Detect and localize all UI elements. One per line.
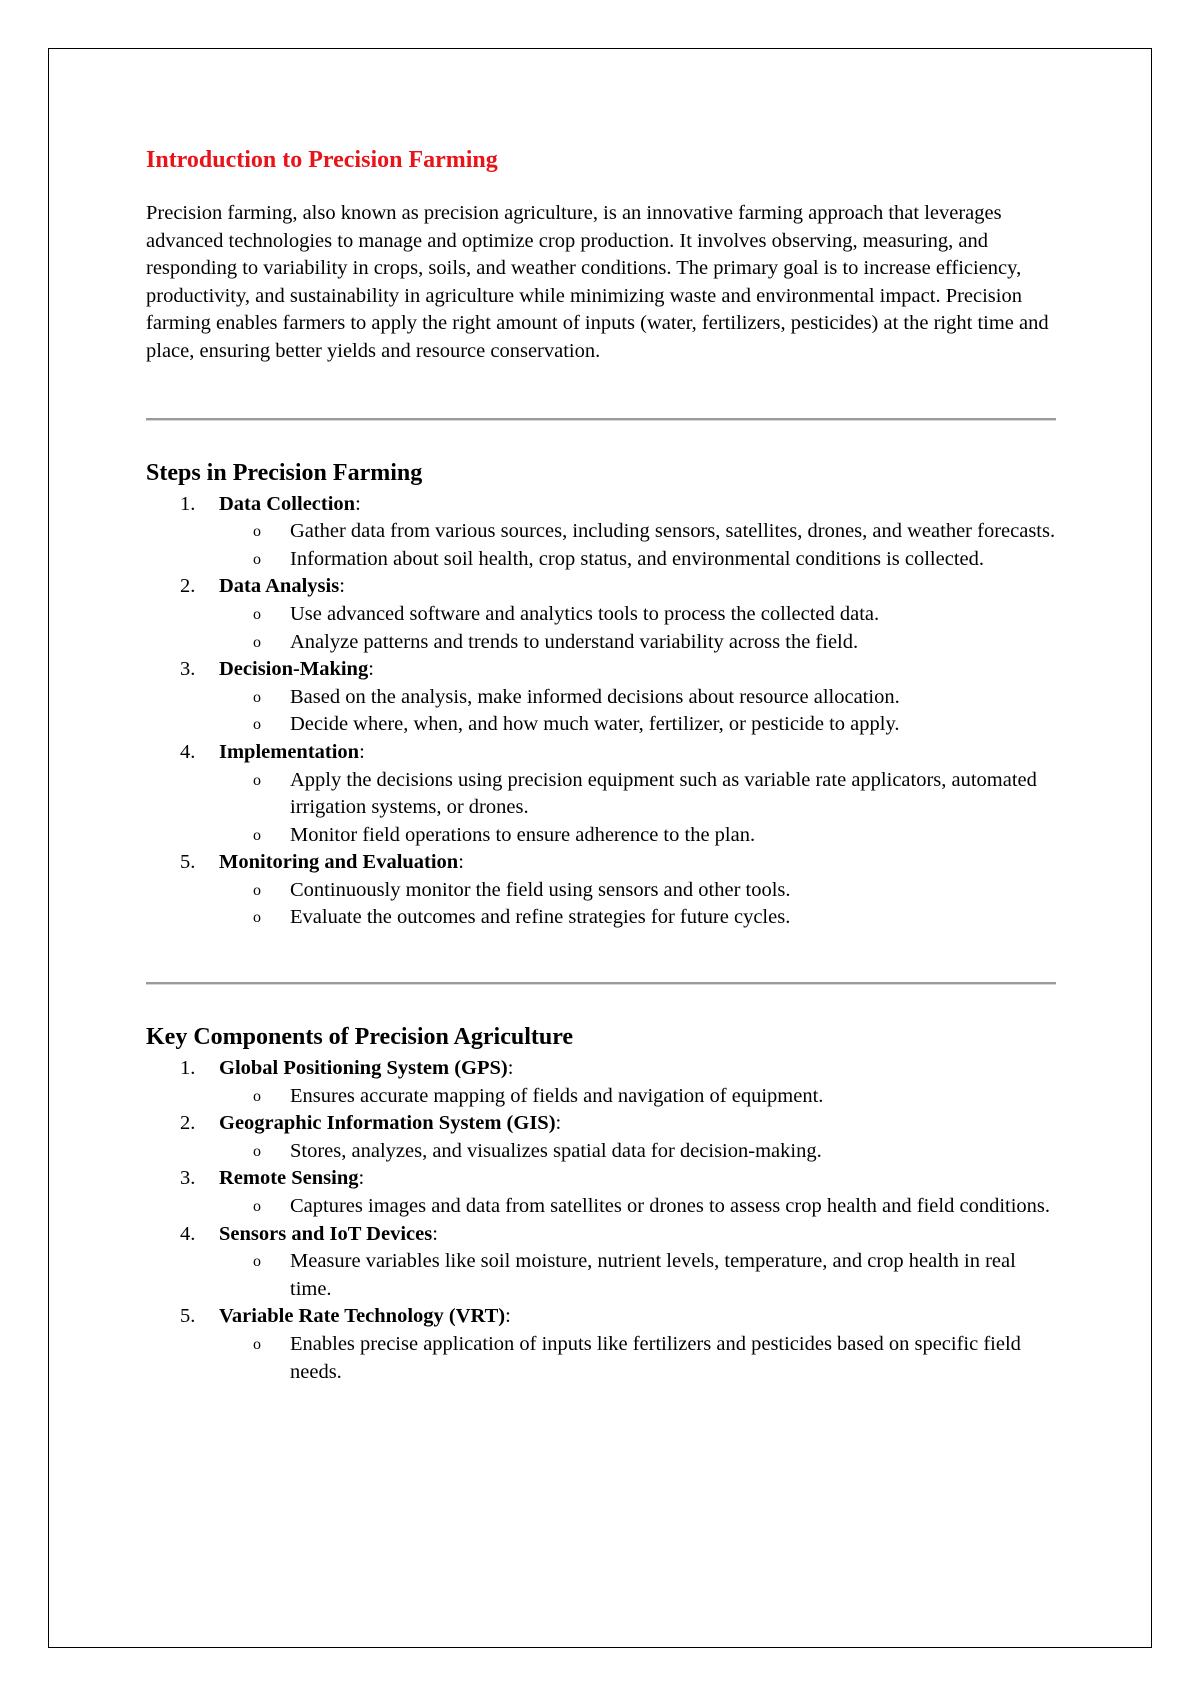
list-number: 2. (180, 1112, 196, 1135)
sub-list-item (219, 1331, 1056, 1386)
sub-list-text: Ensures accurate mapping of fields and navigation of equipment. (290, 1084, 824, 1107)
list-item-heading (219, 1110, 1056, 1138)
circle-bullet-icon: o (253, 1253, 261, 1271)
circle-bullet-icon: o (253, 909, 261, 927)
list-item-colon: : (432, 1222, 438, 1245)
sub-list (219, 1083, 1056, 1111)
sub-list-item (219, 1138, 1056, 1166)
intro-title: Introduction to Precision Farming (146, 147, 498, 173)
list-item-heading (219, 1055, 1056, 1083)
list-item-label: Data Collection (219, 492, 356, 515)
sub-list-item (219, 601, 1056, 629)
sub-list (219, 601, 1056, 656)
sub-list-text: Analyze patterns and trends to understand variability across the field. (290, 630, 859, 653)
sub-list-item (219, 684, 1056, 712)
list-number: 2. (180, 575, 196, 598)
sub-list-item (219, 877, 1056, 905)
sub-list-item (219, 767, 1056, 822)
list-item-colon: : (355, 492, 361, 515)
circle-bullet-icon: o (253, 550, 261, 568)
sub-list-item (219, 1193, 1056, 1221)
sub-list-item (219, 518, 1056, 546)
list-item (146, 1303, 1056, 1386)
list-item-heading (219, 573, 1056, 601)
circle-bullet-icon: o (253, 771, 261, 789)
sub-list-item (219, 711, 1056, 739)
sub-list-text: Use advanced software and analytics tools to process the collected data. (290, 602, 880, 625)
list-item-colon: : (555, 1112, 562, 1135)
sub-list-text: Continuously monitor the field using sensors and other tools. (290, 878, 791, 901)
circle-bullet-icon: o (253, 826, 261, 844)
sub-list (219, 1193, 1056, 1221)
list-item (146, 1221, 1056, 1304)
list-item (146, 1110, 1056, 1165)
list-item-label: Sensors and IoT Devices (219, 1222, 433, 1245)
sub-list (219, 1248, 1056, 1303)
sub-list-text: Based on the analysis, make informed decisions about resource allocation. (290, 685, 900, 708)
circle-bullet-icon: o (253, 1198, 261, 1216)
circle-bullet-icon: o (253, 523, 261, 541)
list-item (146, 573, 1056, 656)
section-divider (146, 982, 1056, 985)
sub-list-text: Measure variables like soil moisture, nutrient levels, temperature, and crop health in real time. (290, 1250, 1016, 1300)
document-body (146, 142, 1056, 1386)
sub-list-text: Gather data from various sources, including sensors, satellites, drones, and weather forecasts. (290, 520, 1056, 543)
list-item-colon: : (458, 851, 464, 874)
list-item-colon: : (368, 658, 374, 681)
sub-list-text: Monitor field operations to ensure adherence to the plan. (290, 823, 756, 846)
sub-list (219, 1138, 1056, 1166)
list-item-heading (219, 656, 1056, 684)
list-item-heading (219, 1165, 1056, 1193)
circle-bullet-icon: o (253, 688, 261, 706)
list-item (146, 739, 1056, 849)
list-number: 5. (180, 851, 196, 874)
list-item-colon: : (358, 1167, 365, 1190)
list-item-heading (219, 739, 1056, 767)
list-item-label: Decision-Making (219, 658, 369, 681)
list-number: 1. (180, 492, 196, 515)
intro-paragraph: Precision farming, also known as precision agriculture, is an innovative farming approach that leverages advanced technologies to manage and optimize crop production. It involves observing, measuring, and responding to variability in crops, soils, and weather conditions. The primary goal is to increase efficiency, productivity, and sustainability in agriculture while minimizing waste and environmental impact. Precision farming enables farmers to apply the right amount of inputs (water, fertilizers, pesticides) at the right time and place, ensuring better yields and resource conservation. (146, 202, 1049, 362)
circle-bullet-icon: o (253, 716, 261, 734)
sub-list-text: Enables precise application of inputs like fertilizers and pesticides based on specific field needs. (290, 1333, 1021, 1383)
list-item-colon: : (507, 1057, 514, 1080)
sub-list (219, 1331, 1056, 1386)
section-divider (146, 418, 1056, 421)
list-item (146, 656, 1056, 739)
list-item (146, 1055, 1056, 1110)
list-item-label: Geographic Information System (GIS) (219, 1112, 556, 1135)
sub-list-item (219, 1083, 1056, 1111)
circle-bullet-icon: o (253, 633, 261, 651)
list-item (146, 849, 1056, 932)
components-title: Key Components of Precision Agriculture (146, 1024, 574, 1051)
sub-list-item (219, 546, 1056, 574)
circle-bullet-icon: o (253, 605, 261, 623)
circle-bullet-icon: o (253, 1336, 261, 1353)
sub-list-text: Apply the decisions using precision equipment such as variable rate applicators, automated irrigation systems, or drones. (290, 768, 1037, 819)
steps-list (146, 491, 1056, 933)
list-item-label: Remote Sensing (219, 1167, 359, 1190)
list-item-colon: : (339, 575, 345, 598)
circle-bullet-icon: o (253, 1087, 261, 1105)
list-item-colon: : (505, 1305, 511, 1328)
list-item-heading (219, 1221, 1056, 1249)
list-item-heading (219, 849, 1056, 877)
circle-bullet-icon: o (253, 881, 261, 899)
sub-list-item (219, 629, 1056, 657)
sub-list-text: Evaluate the outcomes and refine strategies for future cycles. (290, 906, 791, 929)
list-number: 1. (180, 1057, 196, 1080)
sub-list-text: Stores, analyzes, and visualizes spatial data for decision-making. (290, 1139, 822, 1162)
list-item-label: Variable Rate Technology (VRT) (219, 1305, 506, 1328)
list-item (146, 1165, 1056, 1220)
list-item-label: Data Analysis (219, 575, 340, 598)
list-item-heading (219, 1303, 1056, 1331)
list-number: 4. (180, 740, 196, 763)
sub-list (219, 518, 1056, 573)
list-number: 3. (180, 658, 196, 681)
steps-title: Steps in Precision Farming (146, 459, 423, 486)
list-item-label: Implementation (219, 740, 360, 763)
list-item-label: Global Positioning System (GPS) (219, 1057, 508, 1080)
components-list (146, 1055, 1056, 1386)
list-item-heading (219, 491, 1056, 519)
sub-list (219, 877, 1056, 932)
sub-list-text: Information about soil health, crop status, and environmental conditions is collected. (290, 547, 984, 570)
sub-list-item (219, 822, 1056, 850)
circle-bullet-icon: o (253, 1142, 261, 1160)
sub-list-text: Decide where, when, and how much water, fertilizer, or pesticide to apply. (290, 713, 900, 736)
list-number: 4. (180, 1222, 196, 1245)
sub-list (219, 684, 1056, 739)
sub-list (219, 767, 1056, 850)
sub-list-item (219, 904, 1056, 932)
list-number: 5. (180, 1305, 196, 1328)
list-item-colon: : (359, 740, 365, 763)
sub-list-item (219, 1248, 1056, 1303)
list-item-label: Monitoring and Evaluation (219, 851, 459, 874)
list-number: 3. (180, 1167, 196, 1190)
sub-list-text: Captures images and data from satellites or drones to assess crop health and field conditions. (290, 1195, 1051, 1218)
list-item (146, 491, 1056, 574)
